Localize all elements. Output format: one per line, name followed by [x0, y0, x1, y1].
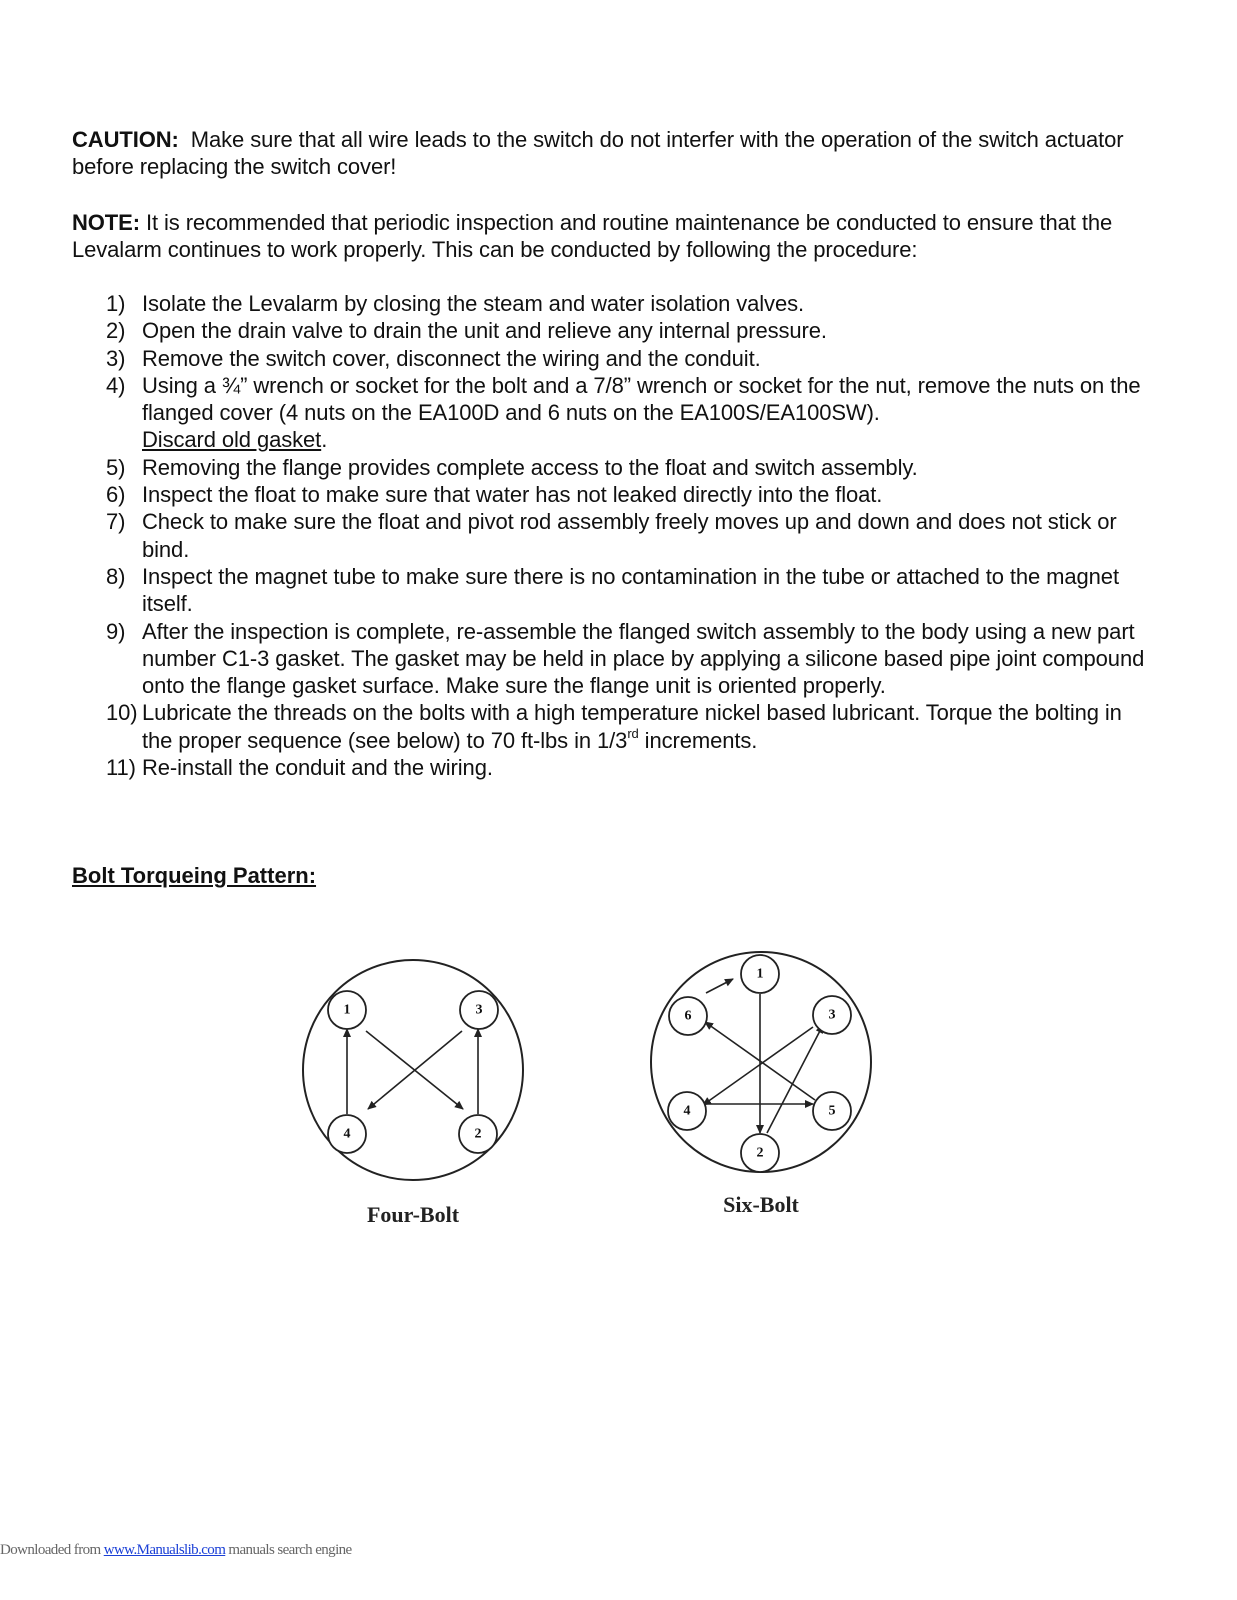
note-text: It is recommended that periodic inspection and routine maintenance be conducted to ensure that the Levalarm continues to work properly. This can be conducted by following the procedure:	[72, 210, 1113, 262]
step-item	[72, 618, 1152, 700]
ordinal-suffix: rd	[627, 725, 639, 741]
bolt-2	[741, 1134, 779, 1172]
step-text: Inspect the magnet tube to make sure there is no contamination in the tube or attached to the magnet itself.	[142, 563, 1119, 617]
bolt-3	[460, 991, 498, 1029]
step-text: Re-install the conduit and the wiring.	[142, 755, 493, 781]
bolt-label: 2	[756, 1145, 764, 1161]
step-number: 5)	[106, 454, 126, 480]
six-bolt-diagram	[647, 952, 875, 1180]
step-text: Isolate the Levalarm by closing the steam and water isolation valves.	[142, 291, 805, 316]
step-text: Check to make sure the float and pivot rod assembly freely moves up and down and does not stick or bind.	[142, 509, 1117, 562]
caution-text: Make sure that all wire leads to the switch do not interfer with the operation of the switch actuator before replacing the switch cover!	[72, 127, 1124, 179]
six-bolt-caption: Six-Bolt	[723, 1192, 799, 1217]
bolt-4	[328, 1115, 366, 1153]
bolt-1	[328, 991, 366, 1029]
step-text-tail: .	[321, 427, 328, 453]
four-bolt-caption: Four-Bolt	[366, 1202, 460, 1227]
step-text: Open the drain valve to drain the unit and relieve any internal pressure.	[142, 318, 827, 344]
bolt-label: 2	[474, 1126, 482, 1142]
bolt-label: 6	[684, 1008, 692, 1024]
bolt-5	[813, 1092, 851, 1130]
manualslib-link[interactable]: www.Manualslib.com	[103, 1542, 226, 1558]
step-number: 3)	[106, 345, 126, 371]
step-item	[72, 481, 1152, 508]
discard-gasket-note: Discard old gasket	[142, 427, 322, 453]
step-text: Using a ¾” wrench or socket for the bolt and a 7/8” wrench or socket for the nut, remove the nuts on the flanged cover (4 nuts on the EA100D and 6 nuts on the EA100S/EA100SW).	[142, 372, 1141, 426]
bolt-label: 1	[343, 1002, 351, 1018]
note-label: NOTE:	[72, 210, 140, 235]
step-number: 7)	[106, 509, 126, 535]
bolt-label: 3	[828, 1007, 836, 1023]
bolt-label: 5	[828, 1103, 836, 1119]
step-item	[72, 563, 1152, 618]
step-text: After the inspection is complete, re-assemble the flanged switch assembly to the body using a new part number C1-3 gasket. The gasket may be held in place by applying a silicone based pipe joint compound onto the flange gasket surface. Make sure the flange unit is oriented properly.	[142, 618, 1145, 699]
step-text: Inspect the float to make sure that water has not leaked directly into the float.	[142, 482, 883, 508]
step-item	[72, 290, 1152, 317]
bolt-label: 3	[475, 1002, 483, 1018]
step-item	[72, 317, 1152, 344]
footer-suffix: manuals search engine	[225, 1542, 352, 1558]
step-text: Lubricate the threads on the bolts with a high temperature nickel based lubricant. Torque the bolting in the proper sequence (see below) to 70 ft-lbs in 1/3	[142, 700, 1122, 753]
step-item	[72, 454, 1152, 481]
step-text: Removing the flange provides complete access to the float and switch assembly.	[142, 454, 918, 480]
footer-prefix: Downloaded from	[0, 1542, 104, 1558]
bolt-4	[668, 1092, 706, 1130]
sequence-arrow	[703, 1027, 813, 1105]
step-text-tail: increments.	[638, 727, 758, 753]
step-number: 9)	[106, 618, 126, 644]
bolt-2	[459, 1115, 497, 1153]
note-paragraph	[72, 209, 1152, 263]
step-item	[72, 754, 1152, 781]
step-number: 1)	[106, 291, 126, 316]
bolt-label: 1	[756, 966, 764, 982]
step-number: 4)	[106, 372, 126, 398]
caution-paragraph	[72, 126, 1152, 180]
step-item	[72, 345, 1152, 372]
download-footer	[0, 1542, 352, 1559]
step-item	[72, 372, 1152, 454]
procedure-steps	[72, 290, 1152, 781]
bolt-6	[669, 997, 707, 1035]
bolt-label: 4	[343, 1126, 351, 1142]
bolt-3	[813, 996, 851, 1034]
caution-label: CAUTION:	[72, 127, 179, 152]
step-number: 2)	[106, 318, 126, 344]
step-number: 6)	[106, 482, 126, 508]
step-text: Remove the switch cover, disconnect the wiring and the conduit.	[142, 345, 761, 371]
bolt-pattern-heading: Bolt Torqueing Pattern:	[72, 863, 317, 888]
step-number: 11)	[106, 755, 136, 781]
step-item	[72, 699, 1152, 754]
sequence-arrow	[706, 979, 733, 993]
four-bolt-diagram	[300, 957, 528, 1185]
bolt-1	[741, 955, 779, 993]
step-number: 10)	[106, 700, 138, 726]
step-number: 8)	[106, 563, 126, 589]
step-item	[72, 508, 1152, 563]
bolt-label: 4	[683, 1103, 691, 1119]
